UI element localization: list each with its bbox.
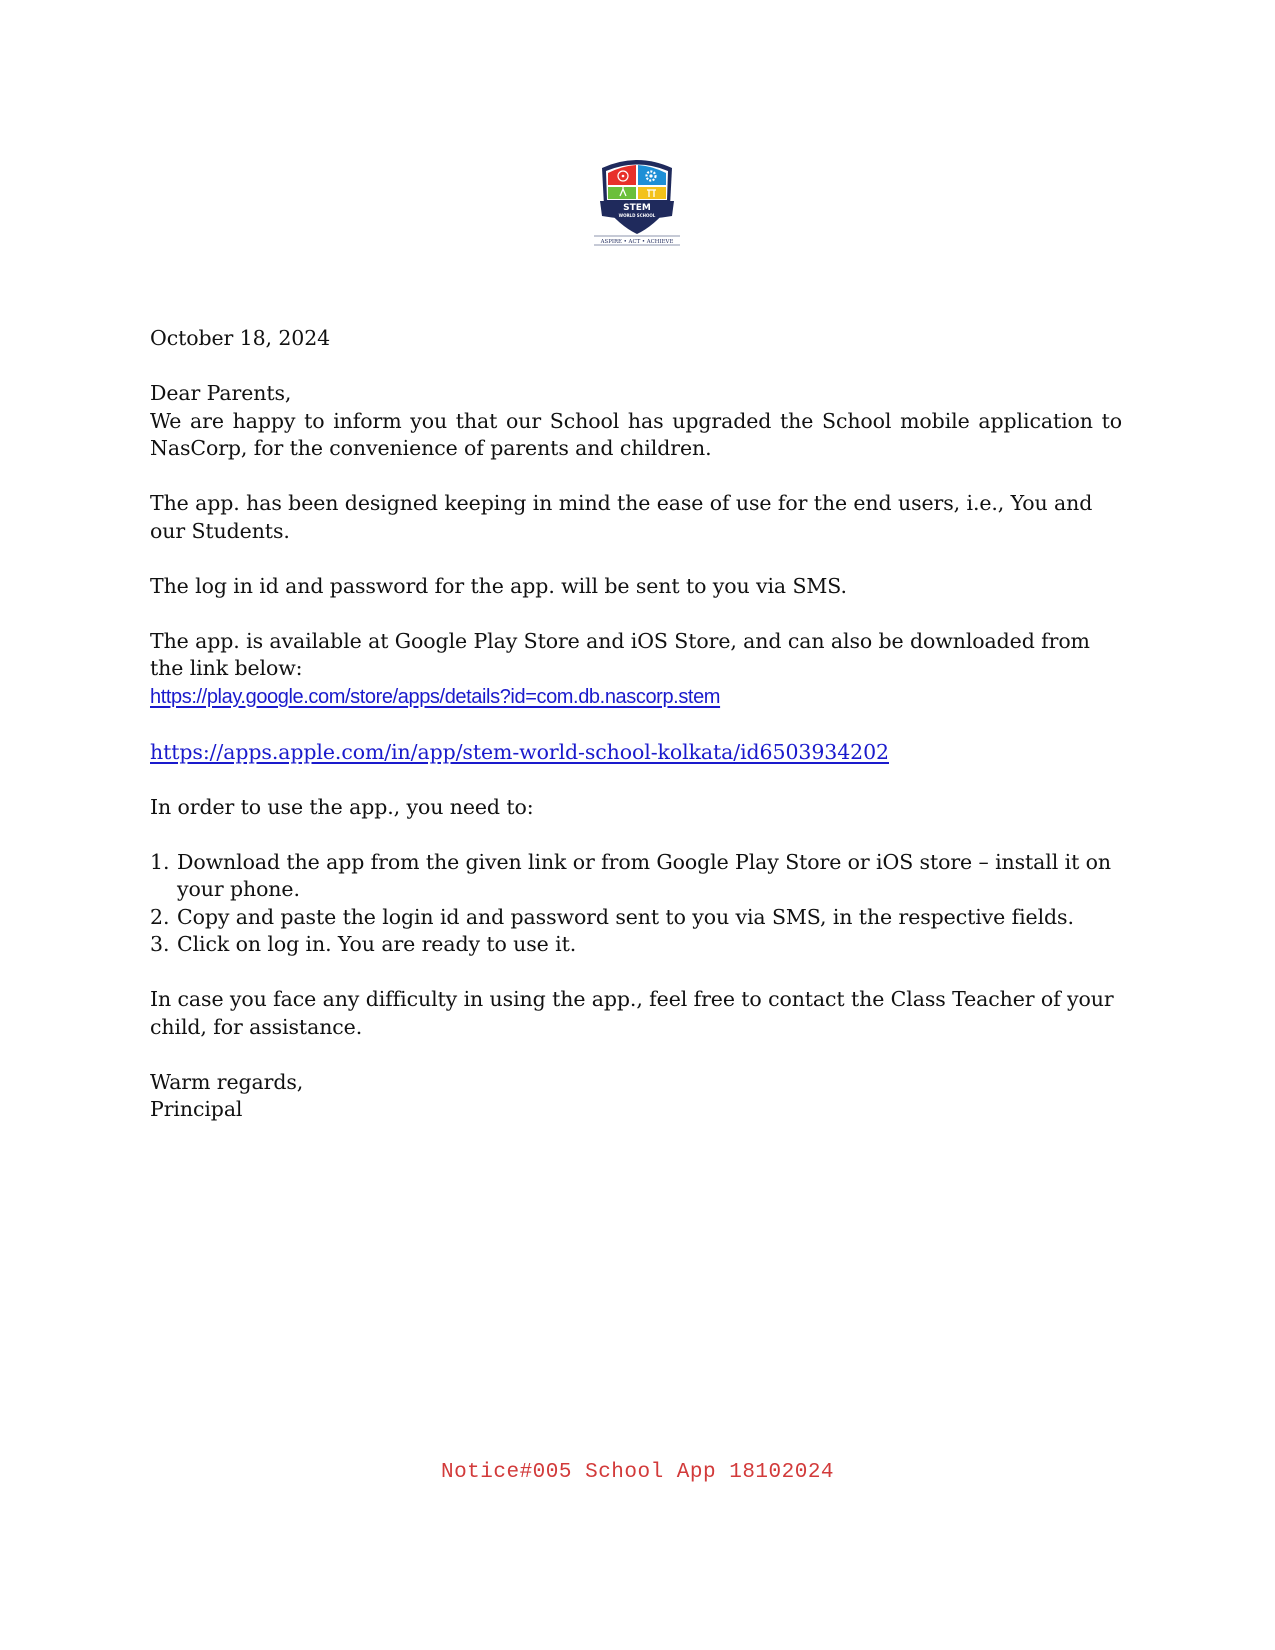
stem-shield-icon: [592, 154, 682, 246]
signature: Principal: [150, 1097, 243, 1121]
availability-paragraph: The app. is available at Google Play Store and iOS Store, and can also be downloaded from the link below:: [150, 628, 1090, 680]
notice-reference: Notice#005 School App 18102024: [440, 1461, 835, 1484]
school-logo: [592, 154, 682, 246]
letter-date: October 18, 2024: [150, 326, 331, 350]
apple-store-link[interactable]: https://apps.apple.com/in/app/stem-world-school-kolkata/id6503934202: [150, 739, 889, 764]
steps-list: [150, 849, 1122, 959]
assistance-paragraph: In case you face any difficulty in using the app., feel free to contact the Class Teacher of your child, for assistance.: [150, 987, 1114, 1039]
login-paragraph: The log in id and password for the app. will be sent to you via SMS.: [150, 573, 847, 598]
letter-body: [150, 325, 1122, 1124]
logo-subtitle: WORLD SCHOOL: [618, 213, 656, 218]
google-play-link[interactable]: https://play.google.com/store/apps/details?id=com.db.nascorp.stem: [150, 685, 721, 708]
step-text: Click on log in. You are ready to use it.: [177, 932, 577, 956]
design-paragraph: The app. has been designed keeping in mind the ease of use for the end users, i.e., You and our Students.: [150, 491, 1093, 543]
logo-title: STEM: [623, 203, 651, 213]
step-item: [150, 904, 1122, 932]
salutation: Dear Parents,: [150, 381, 292, 405]
step-text: Copy and paste the login id and password sent to you via SMS, in the respective fields.: [177, 904, 1074, 929]
step-item: [150, 931, 1122, 959]
step-number: 3.: [150, 932, 170, 956]
step-number: 2.: [150, 904, 170, 929]
closing: Warm regards,: [150, 1069, 304, 1094]
step-number: 1.: [150, 849, 170, 874]
steps-intro: In order to use the app., you need to:: [150, 794, 534, 819]
step-item: [150, 849, 1122, 904]
step-text: Download the app from the given link or from Google Play Store or iOS store – install it on your phone.: [177, 849, 1111, 901]
logo-motto: ASPIRE • ACT • ACHIEVE: [600, 239, 674, 245]
intro-paragraph: We are happy to inform you that our School has upgraded the School mobile application to NasCorp, for the convenience of parents and children.: [150, 408, 1122, 460]
